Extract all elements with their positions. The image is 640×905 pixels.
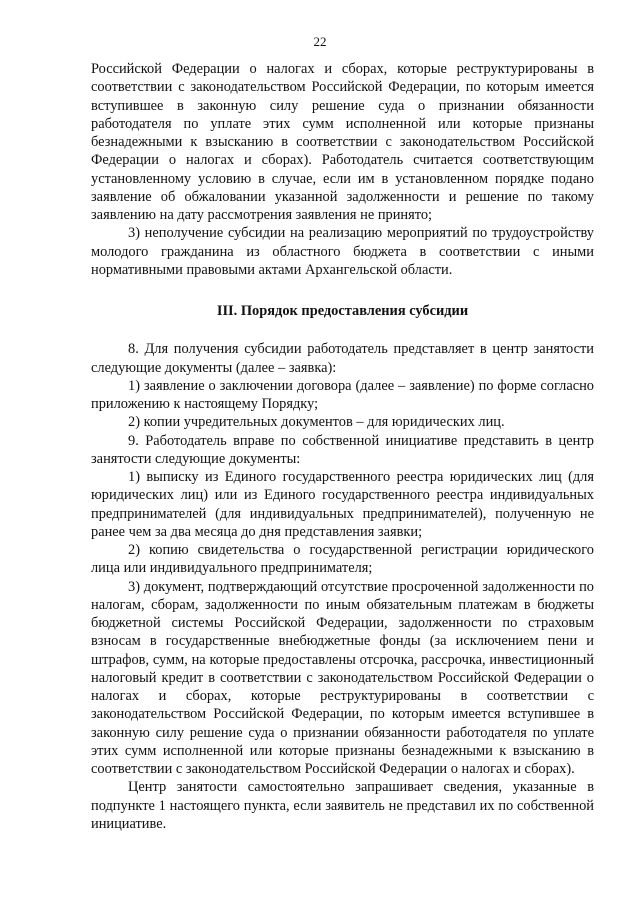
section-heading: III. Порядок предоставления субсидии <box>216 303 469 319</box>
paragraph-8-item-2: 2) копии учредительных документов – для юридических лиц. <box>128 414 505 431</box>
paragraph-employment-center-request: Центр занятости самостоятельно запрашивает сведения, указанные в подпункте 1 настоящего пункта, если заявитель не представил их по собственной инициативе. <box>91 779 594 832</box>
paragraph-continuation: Российской Федерации о налогах и сборах, которые реструктурированы в соответствии с законодательством Российской Федерации, по которым имеется вступившее в законную силу решение суда о признании обязанности работодателя по уплате этих сумм исполненной или которые признаны безнадежными к взысканию в соответствии с законодательством Российской Федерации о налогах и сборах). Работодатель считается соответствующим установленному условию в случае, если им в установленном порядке подано заявление об обжаловании указанной задолженности и решение по такому заявлению на дату рассмотрения заявления не принято; <box>91 61 594 223</box>
paragraph-8-item-1: 1) заявление о заключении договора (далее – заявление) по форме согласно приложению к настоящему Порядку; <box>91 377 594 412</box>
paragraph-9-item-1: 1) выписку из Единого государственного реестра юридических лиц (для юридических лиц) или из Единого государственного реестра индивидуальных предпринимателей (для индивидуальных предпринимателей), полученную не ранее чем за два месяца до дня представления заявки; <box>91 469 594 540</box>
page-number: 22 <box>313 34 327 49</box>
paragraph-9: 9. Работодатель вправе по собственной инициативе представить в центр занятости следующие документы: <box>91 432 594 467</box>
paragraph-item-3-no-subsidy: 3) неполучение субсидии на реализацию мероприятий по трудоустройству молодого гражданина из областного бюджета в соответствии с иными нормативными правовыми актами Архангельской области. <box>91 225 594 278</box>
document-body <box>91 60 594 833</box>
paragraph-9-item-2: 2) копию свидетельства о государственной регистрации юридического лица или индивидуального предпринимателя; <box>91 542 594 577</box>
paragraph-9-item-3: 3) документ, подтверждающий отсутствие просроченной задолженности по налогам, сборам, задолженности по иным обязательным платежам в бюджеты бюджетной системы Российской Федерации, задолженности по страховым взносам в государственные внебюджетные фонды (за исключением пени и штрафов, сумм, на которые предоставлены отсрочка, рассрочка, инвестиционный налоговый кредит в соответствии с законодательством Российской Федерации о налогах и сборах, которые реструктурированы в соответствии с законодательством Российской Федерации, по которым имеется вступившее в законную силу решение суда о признании обязанности работодателя по уплате этих сумм исполненной или которые признаны безнадежными к взысканию в соответствии с законодательством Российской Федерации о налогах и сборах). <box>91 578 594 777</box>
paragraph-8: 8. Для получения субсидии работодатель представляет в центр занятости следующие документы (далее – заявка): <box>91 341 594 376</box>
